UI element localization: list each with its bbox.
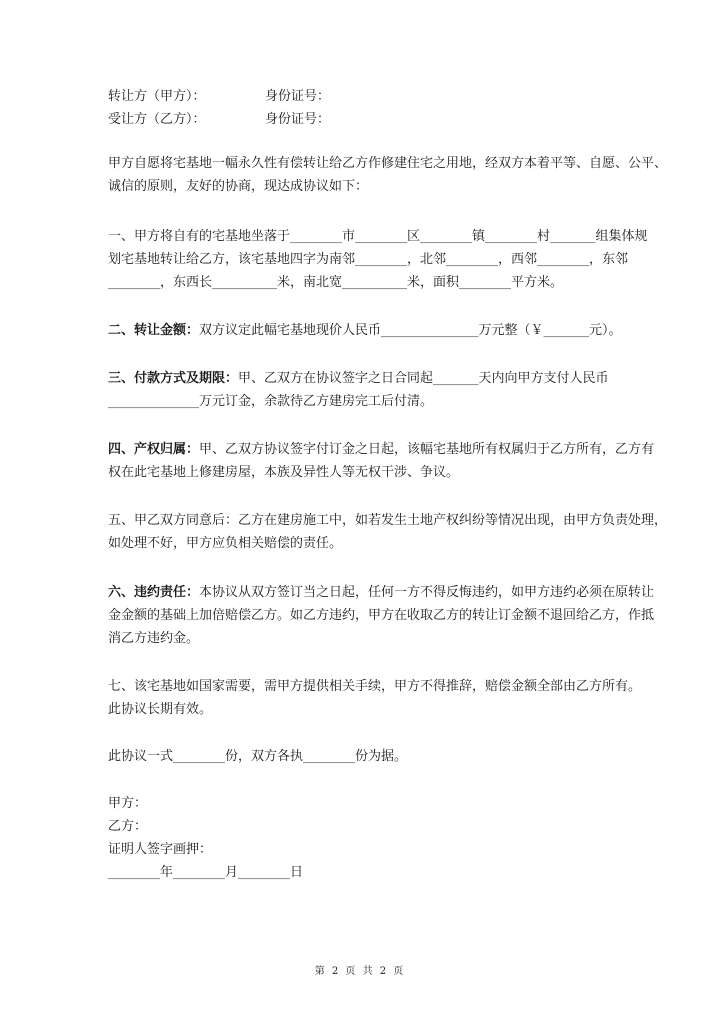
clause-7-state-line xyxy=(108,678,641,696)
clause-heading: 四、产权归属： xyxy=(108,442,200,457)
clause-text: 此协议长期有效。 xyxy=(108,702,213,717)
clause-text: ______________万元订金，余款待乙方建房完工后付清。 xyxy=(108,394,434,409)
copies-line xyxy=(108,748,407,766)
clause-text: 本协议从双方签订当之日起，任何一方不得反悔违约，如甲方违约必须在原转让 xyxy=(199,585,655,600)
signatures-line xyxy=(108,841,212,859)
clause-text: 如处理不好，甲方应负相关赔偿的责任。 xyxy=(108,536,343,551)
clause-text: 甲方自愿将宅基地一幅永久性有偿转让给乙方作修建住宅之用地，经双方本着平等、自愿、公平、 xyxy=(108,156,668,171)
clause-1-location-line xyxy=(108,228,648,246)
page-footer: 第 2 页 共 2 页 xyxy=(314,966,406,977)
transferee-label: 受让方（乙方）： xyxy=(108,112,206,127)
clause-text: 甲、乙双方协议签字付订金之日起，该幅宅基地所有权属归于乙方所有，乙方有 xyxy=(199,442,655,457)
clause-text: 七、该宅基地如国家需要，需甲方提供相关手续，甲方不得推辞，赔偿金额全部由乙方所有。 xyxy=(108,679,642,694)
preamble-line xyxy=(108,178,368,196)
clause-text: 金金额的基础上加倍赔偿乙方。如乙方违约，甲方在收取乙方的转让订金额不退回给乙方，作抵 xyxy=(108,608,655,623)
clause-text: 权在此宅基地上修建房屋，本族及异性人等无权干涉、争议。 xyxy=(108,465,460,480)
clause-text: ________，东西长__________米，南北宽__________米，面积________平方米。 xyxy=(108,275,564,290)
clause-3-payment-line xyxy=(108,393,433,411)
clause-text: ________年________月________日 xyxy=(108,865,304,880)
clause-text: 消乙方违约金。 xyxy=(108,631,200,646)
transferor-label: 转让方（甲方）： xyxy=(108,89,206,104)
clause-text: 甲、乙双方在协议签字之日合同起_______天内向甲方支付人民币 xyxy=(238,371,609,386)
clause-2-price-line xyxy=(108,322,622,340)
clause-4-ownership-line xyxy=(108,441,655,459)
clause-1-location-line xyxy=(108,251,628,269)
clause-4-ownership-line xyxy=(108,464,459,482)
clause-7-state-line xyxy=(108,701,212,719)
clause-text: 五、甲乙双方同意后：乙方在建房施工中，如若发生土地产权纠纷等情况出现，由甲方负责处理， xyxy=(108,513,668,528)
clause-heading: 二、转让金额： xyxy=(108,323,200,338)
clause-3-payment-line xyxy=(108,370,609,388)
clause-heading: 三、付款方式及期限： xyxy=(108,371,239,386)
clause-text: 划宅基地转让给乙方，该宅基地四字为南邻________，北邻________，西邻________，东邻 xyxy=(108,252,629,267)
clause-text: 双方议定此幅宅基地现价人民币_______________万元整（￥_______元）。 xyxy=(199,323,622,338)
transferor-id-label: 身份证号： xyxy=(265,89,331,104)
clause-text: 此协议一式________份，双方各执________份为据。 xyxy=(108,749,408,764)
clause-text: 证明人签字画押： xyxy=(108,842,213,857)
signatures-line xyxy=(108,795,147,813)
clause-6-breach-line xyxy=(108,584,655,602)
signatures-line xyxy=(108,864,303,882)
clause-text: 一、甲方将自有的宅基地坐落于________市________区________镇________村_______组集体规 xyxy=(108,229,648,244)
transferee-id-label: 身份证号： xyxy=(265,112,331,127)
clause-text: 甲方： xyxy=(108,796,148,811)
clause-1-location-line xyxy=(108,274,563,292)
clause-text: 乙方： xyxy=(108,819,148,834)
clause-5-disputes-line xyxy=(108,535,342,553)
preamble-line xyxy=(108,155,668,173)
clause-heading: 六、违约责任： xyxy=(108,585,200,600)
signatures-line xyxy=(108,818,147,836)
clause-text: 诚信的原则，友好的协商，现达成协议如下： xyxy=(108,179,369,194)
clause-6-breach-line xyxy=(108,630,199,648)
clause-5-disputes-line xyxy=(108,512,668,530)
clause-6-breach-line xyxy=(108,607,655,625)
